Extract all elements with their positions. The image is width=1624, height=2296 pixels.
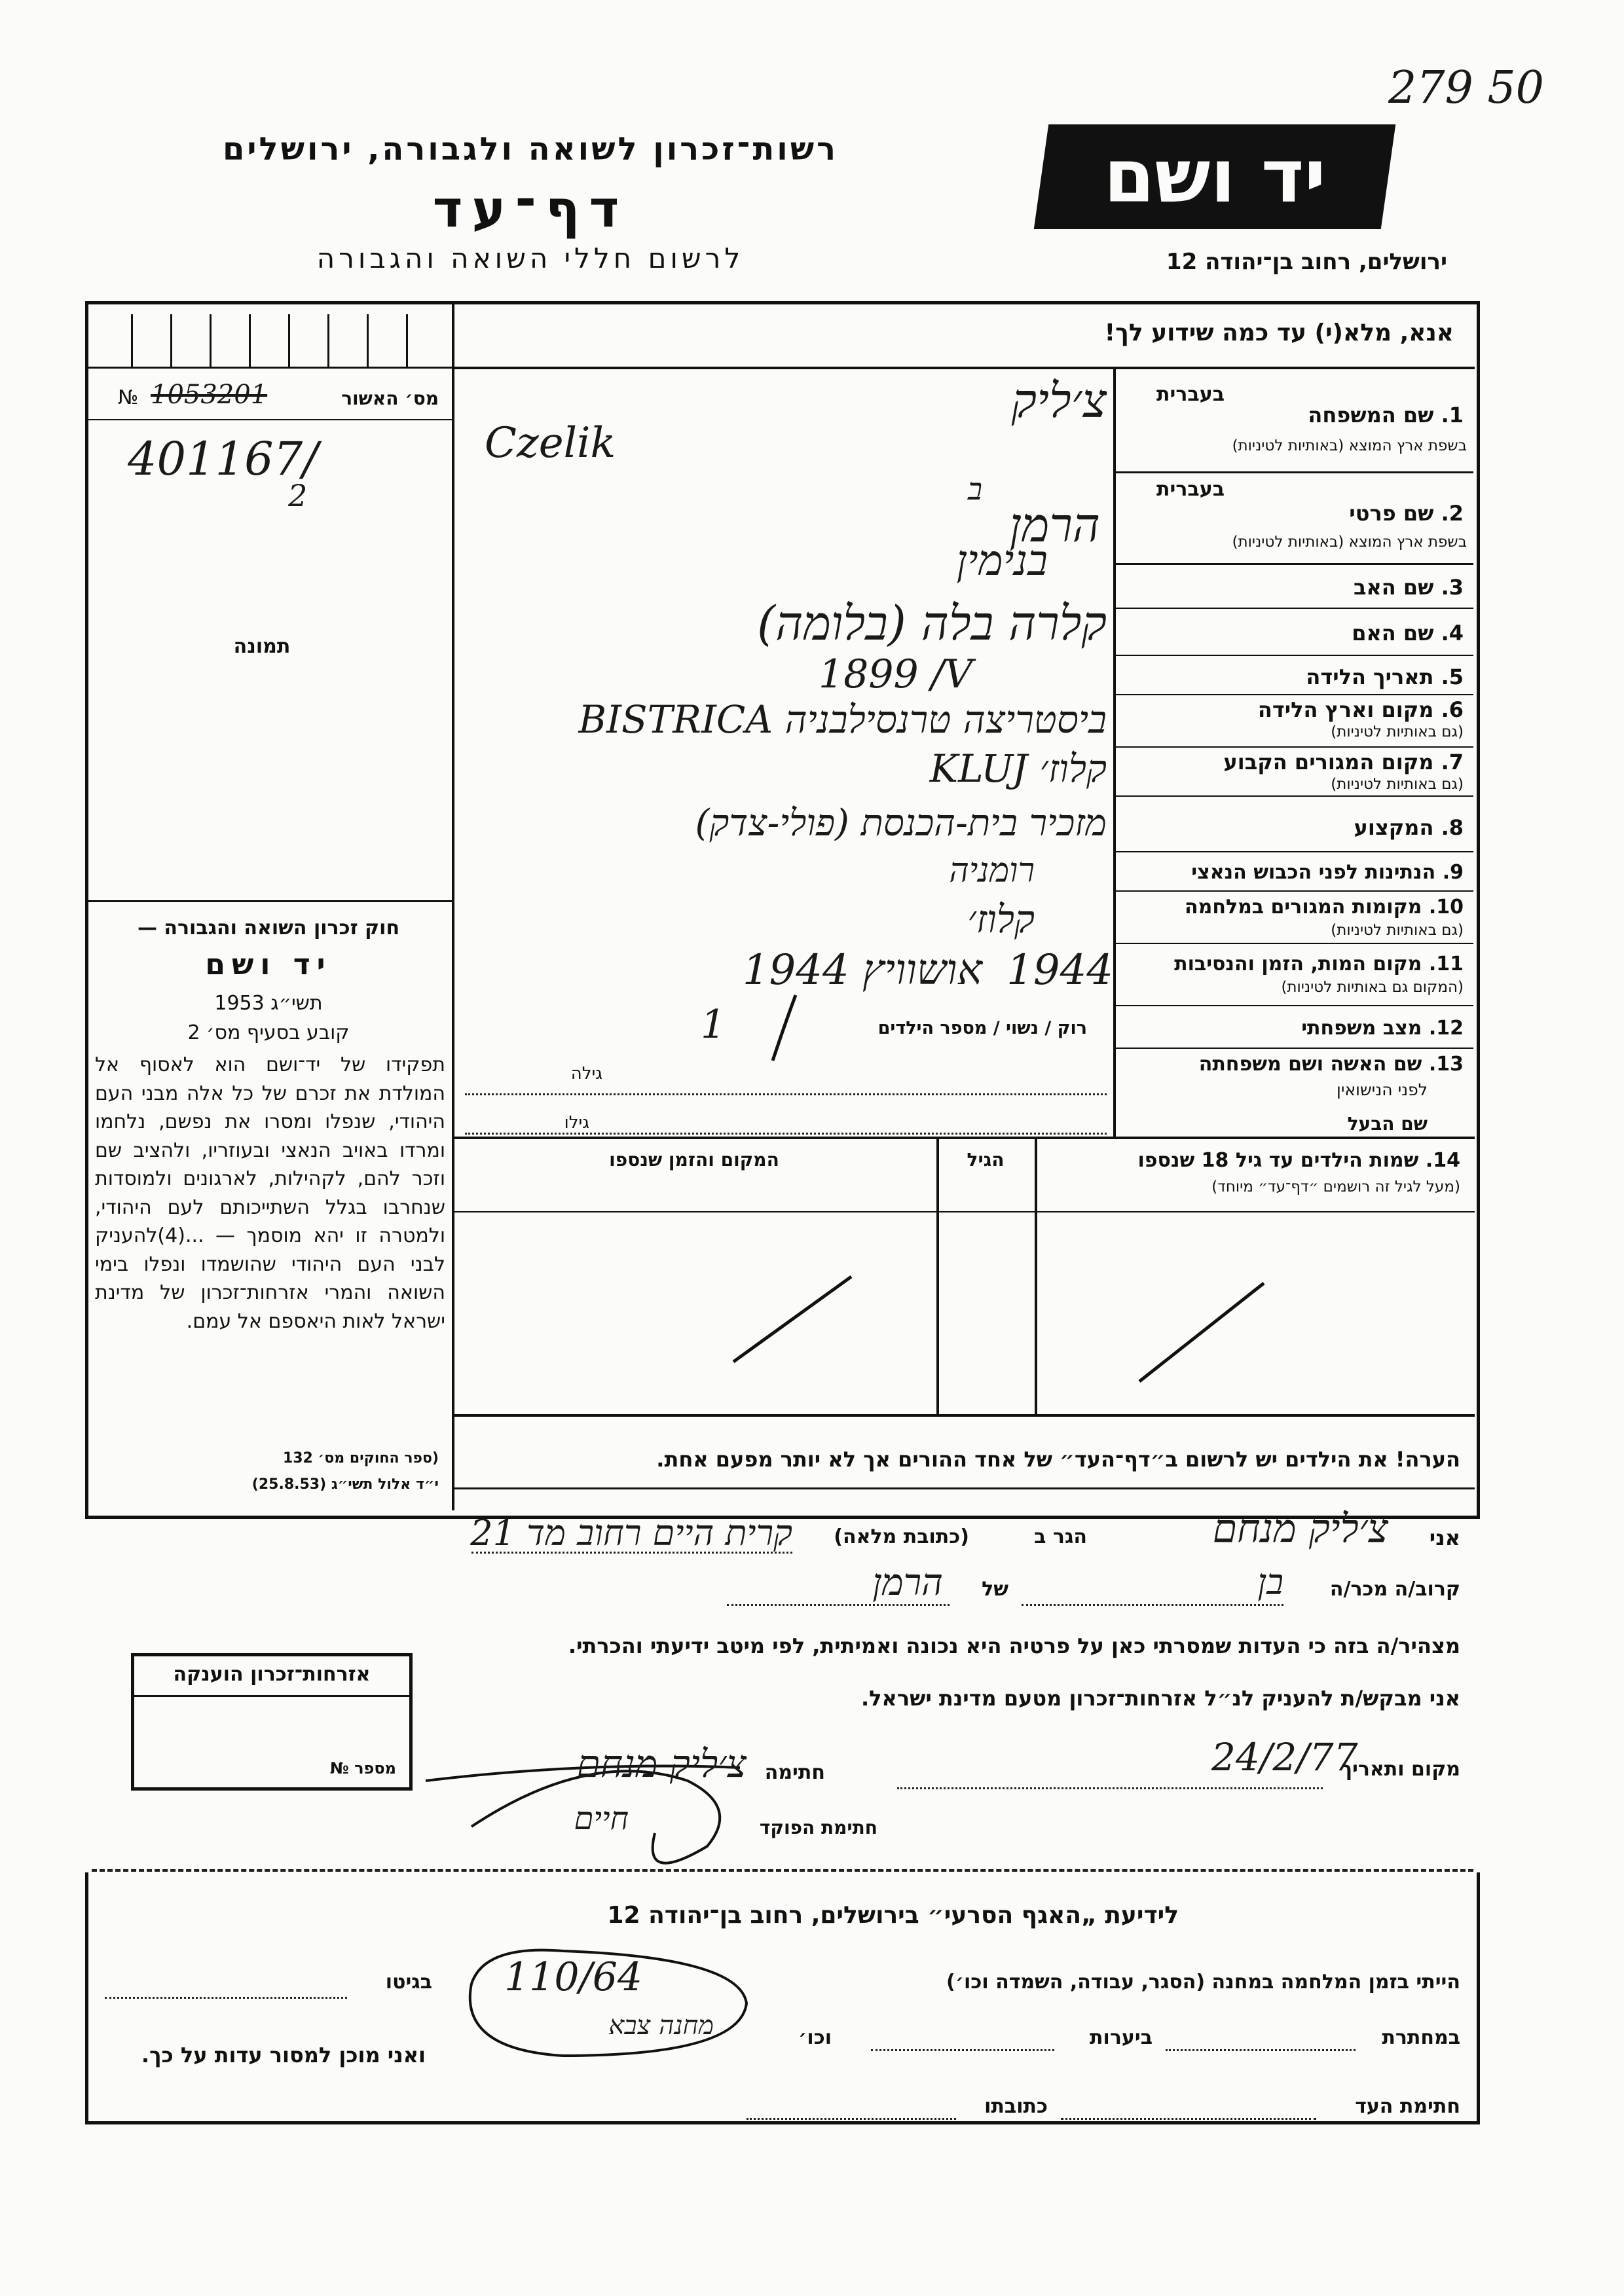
permanent-residence: KLUJ קלוז׳ xyxy=(929,746,1107,791)
crossed-number: 1053201 xyxy=(151,380,268,410)
number-word: מספר xyxy=(354,1759,396,1777)
field-4-text: שם האם xyxy=(1352,621,1434,646)
authority-title: רשות־זכרון לשואה ולגבורה, ירושלים xyxy=(222,131,839,168)
declarant-address: קרית היים רחוב מד 21 xyxy=(470,1512,792,1554)
form-title: דף־עד xyxy=(432,180,629,239)
etc-label: וכו׳ xyxy=(798,2026,832,2049)
archive-number: 279 50 xyxy=(1388,62,1544,114)
father-name: בנימין xyxy=(956,537,1048,585)
field-2-number: 2. xyxy=(1441,501,1464,526)
firstname-mark: ב xyxy=(967,471,982,507)
ghetto-label: בגיטו xyxy=(385,1971,432,1994)
field-3-label xyxy=(1120,575,1464,600)
death-year: 1944 xyxy=(1006,946,1113,994)
citizenship-box-number-label: מספר № xyxy=(329,1759,396,1777)
relation-label: קרוב/ה מכר/ה xyxy=(1329,1578,1460,1601)
field-2-hebrew-label: בעברית xyxy=(1156,478,1225,501)
citizenship: רומניה xyxy=(949,851,1035,890)
marital-options: רוק / נשוי / מספר הילדים xyxy=(877,1018,1087,1038)
children-age-header: הגיל xyxy=(967,1149,1005,1171)
field-11-number: 11. xyxy=(1428,953,1464,975)
approval-number-label: מס׳ האשור xyxy=(341,388,439,409)
field-5-label xyxy=(1120,665,1464,689)
children-text: שמות הילדים עד גיל 18 שנספו xyxy=(1137,1149,1419,1172)
field-8-label xyxy=(1120,815,1464,840)
law-reference-date: י״ד אלול תשי״ג (25.8.53) xyxy=(251,1476,439,1493)
field-4-number: 4. xyxy=(1441,621,1464,646)
handwritten-id: 401167/ xyxy=(128,432,318,486)
birth-place: BISTRICA ביסטריצה טרנסילבניה xyxy=(578,697,1107,742)
field-12-number: 12. xyxy=(1428,1017,1464,1040)
field-13-label xyxy=(1120,1053,1464,1076)
field-10-number: 10. xyxy=(1428,896,1464,919)
place-date-label: מקום ותאריך xyxy=(1340,1758,1460,1781)
profession: מזכיר בית-הכנסת (פולי-צדק) xyxy=(695,802,1107,845)
camp-description: מחנה צבא xyxy=(608,2011,714,2041)
relation-value: בן xyxy=(1257,1561,1283,1603)
declarant-signature: צ׳ליק מנחם xyxy=(576,1741,747,1786)
officer-signature-label: חתימת הפוקד xyxy=(759,1817,877,1838)
witness-address-label: כתובתו xyxy=(984,2095,1048,2118)
mother-name: קלרה בלה (בלומה) xyxy=(757,596,1107,651)
law-reference: (ספר החוקים מס׳ 132 xyxy=(282,1450,439,1467)
wartime-residence: קלוז׳ xyxy=(967,897,1035,941)
husband-age-label: גילו xyxy=(564,1113,589,1133)
field-10-label xyxy=(1120,896,1464,919)
field-7-number: 7. xyxy=(1441,750,1464,774)
field-13-sub: לפני הנישואין xyxy=(1337,1080,1428,1099)
field-4-label xyxy=(1120,621,1464,646)
children-number: 14. xyxy=(1425,1149,1460,1172)
law-year: תשי״ג 1953 xyxy=(214,992,323,1015)
law-logo: יד ושם xyxy=(205,948,332,981)
field-10-sub: (גם באותיות לטיניות) xyxy=(1331,922,1464,939)
citizenship-request: אני מבקש/ת להעניק לנ״ל אזרחות־זכרון מטעם מדינת ישראל. xyxy=(861,1686,1460,1711)
field-6-text: מקום וארץ הלידה xyxy=(1257,697,1434,722)
header-address: ירושלים, רחוב בן־יהודה 12 xyxy=(1166,249,1447,275)
field-1-sub: בשפת ארץ המוצא (באותיות לטיניות) xyxy=(1232,437,1467,454)
logo-text: יד ושם xyxy=(1103,134,1326,219)
yad-vashem-logo xyxy=(1034,124,1395,229)
field-9-label xyxy=(1120,861,1464,884)
children-count: 1 xyxy=(701,1002,726,1048)
field-3-text: שם האב xyxy=(1353,575,1434,600)
field-2-label xyxy=(1231,501,1464,526)
surname-hebrew: צ׳ליק xyxy=(1011,373,1107,428)
forests-label: ביערות xyxy=(1090,2026,1153,2049)
photo-label: תמונה xyxy=(233,635,291,658)
children-place-header: המקום והזמן שנספו xyxy=(609,1149,779,1171)
handwritten-id-suffix: 2 xyxy=(288,478,308,513)
officer-signature: חיים xyxy=(574,1800,629,1837)
residing-label: הגר ב xyxy=(1034,1525,1087,1548)
children-sub: (מעל לגיל זה רושמים ״דף־עד״ מיוחד) xyxy=(1211,1178,1460,1195)
field-6-number: 6. xyxy=(1441,697,1464,722)
field-1-number: 1. xyxy=(1441,403,1464,428)
surname-latin: Czelik xyxy=(485,419,616,467)
citizenship-box xyxy=(131,1653,413,1791)
firstname-hebrew: הרמן xyxy=(1009,498,1100,553)
citizenship-box-title: אזרחות־זכרון הוענקה xyxy=(173,1663,371,1686)
field-5-text: תאריך הלידה xyxy=(1306,665,1434,689)
field-7-sub: (גם באותיות לטיניות) xyxy=(1331,776,1464,793)
law-section: קובע בסעיף מס׳ 2 xyxy=(187,1021,350,1044)
field-12-label xyxy=(1120,1017,1464,1040)
address-label: (כתובת מלאה) xyxy=(834,1525,969,1548)
field-6-label xyxy=(1120,697,1464,722)
field-11-label xyxy=(1120,953,1464,975)
field-8-number: 8. xyxy=(1441,815,1464,840)
intro-text: אנא, מלא(י) עד כמה שידוע לך! xyxy=(1104,319,1454,346)
number-label: № xyxy=(118,386,139,409)
field-1-label xyxy=(1231,403,1464,428)
death-place: אושוויץ 1944 xyxy=(742,946,982,994)
form-subtitle: לרשום חללי השואה והגבורה xyxy=(316,242,745,274)
declarant-name: צ׳ליק מנחם xyxy=(1212,1506,1388,1552)
declaration-date: 24/2/77 xyxy=(1211,1735,1358,1779)
field-1-text: שם המשפחה xyxy=(1308,403,1434,428)
underground-label: במחתרת xyxy=(1382,2026,1460,2049)
children-label xyxy=(1041,1149,1460,1172)
field-11-text: מקום המות, הזמן והנסיבות xyxy=(1174,953,1422,975)
law-text: תפקידו של יד־ושם הוא לאסוף אל המולדת את זכרם של כל אלה מבני העם היהודי, שנפלו ומסרו את נפשם, נלחמו ומרדו באויב הנאצי ובעוזריו, ולהציב שם וזכר להם, לקהילות, לארגונים ולמוסדות שנחרבו בגלל השתייכותם לעם היהודי, ולמטרה זו יהא מוסמך — ...(4)להעניק לבני העם היהודי שהושמדו ונפלו בימי השואה והמרי אזרחות־זכרון של מדינת ישראל לאות היאספם אל עמם. xyxy=(95,1053,445,1333)
footer-notice: לידיעת „האגף הסרעי״ בירושלים, רחוב בן־יהודה 12 xyxy=(607,1902,1179,1929)
field-12-text: מצב משפחתי xyxy=(1301,1017,1422,1040)
declaration-statement: מצהיר/ה בזה כי העדות שמסרתי כאן על פרטיה היא נכונה ואמיתית, לפי מיטב ידיעתי והכרתי. xyxy=(568,1633,1460,1658)
of-label: של xyxy=(982,1578,1008,1601)
note-text: הערה! את הילדים יש לרשום ב״דף־העד״ של אחד ההורים אך לא יותר מפעם אחת. xyxy=(656,1447,1460,1472)
field-10-text: מקומות המגורים במלחמה xyxy=(1185,896,1422,919)
field-9-number: 9. xyxy=(1442,861,1464,884)
field-7-label xyxy=(1120,750,1464,774)
footer-separator xyxy=(92,1869,1473,1872)
witness-signature-label: חתימת העד xyxy=(1355,2095,1460,2118)
field-5-number: 5. xyxy=(1441,665,1464,689)
wife-age-label: גילה xyxy=(570,1064,602,1084)
field-7-text: מקום המגורים הקבוע xyxy=(1223,750,1434,774)
field-13-number: 13. xyxy=(1428,1053,1464,1076)
field-9-text: הנתינות לפני הכבוש הנאצי xyxy=(1191,861,1436,884)
declarant-label: אני xyxy=(1429,1525,1460,1550)
field-8-text: המקצוע xyxy=(1354,815,1434,840)
field-11-sub: (המקום גם באותיות לטיניות) xyxy=(1281,979,1464,996)
signature-label: חתימה xyxy=(764,1761,825,1784)
law-title: חוק זכרון השואה והגבורה — xyxy=(137,917,400,939)
of-value: הרמן xyxy=(872,1561,943,1604)
field-13-text: שם האשה ושם משפחתה xyxy=(1198,1053,1422,1076)
footer-camp-line: הייתי בזמן המלחמה במחנה (הסגר, עבודה, השמדה וכו׳) xyxy=(946,1971,1460,1994)
field-3-number: 3. xyxy=(1441,575,1464,600)
field-2-text: שם פרטי xyxy=(1349,501,1434,526)
field-1-hebrew-label: בעברית xyxy=(1156,383,1225,406)
field-6-sub: (גם באותיות לטיניות) xyxy=(1331,723,1464,740)
ready-to-testify: ואני מוכן למסור עדות על כך. xyxy=(141,2043,426,2068)
birth-date: 1899 /V xyxy=(819,651,973,697)
camp-number: 110/64 xyxy=(504,1954,643,2000)
husband-name-label: שם הבעל xyxy=(1347,1113,1428,1135)
field-2-sub: בשפת ארץ המוצא (באותיות לטיניות) xyxy=(1232,534,1467,551)
